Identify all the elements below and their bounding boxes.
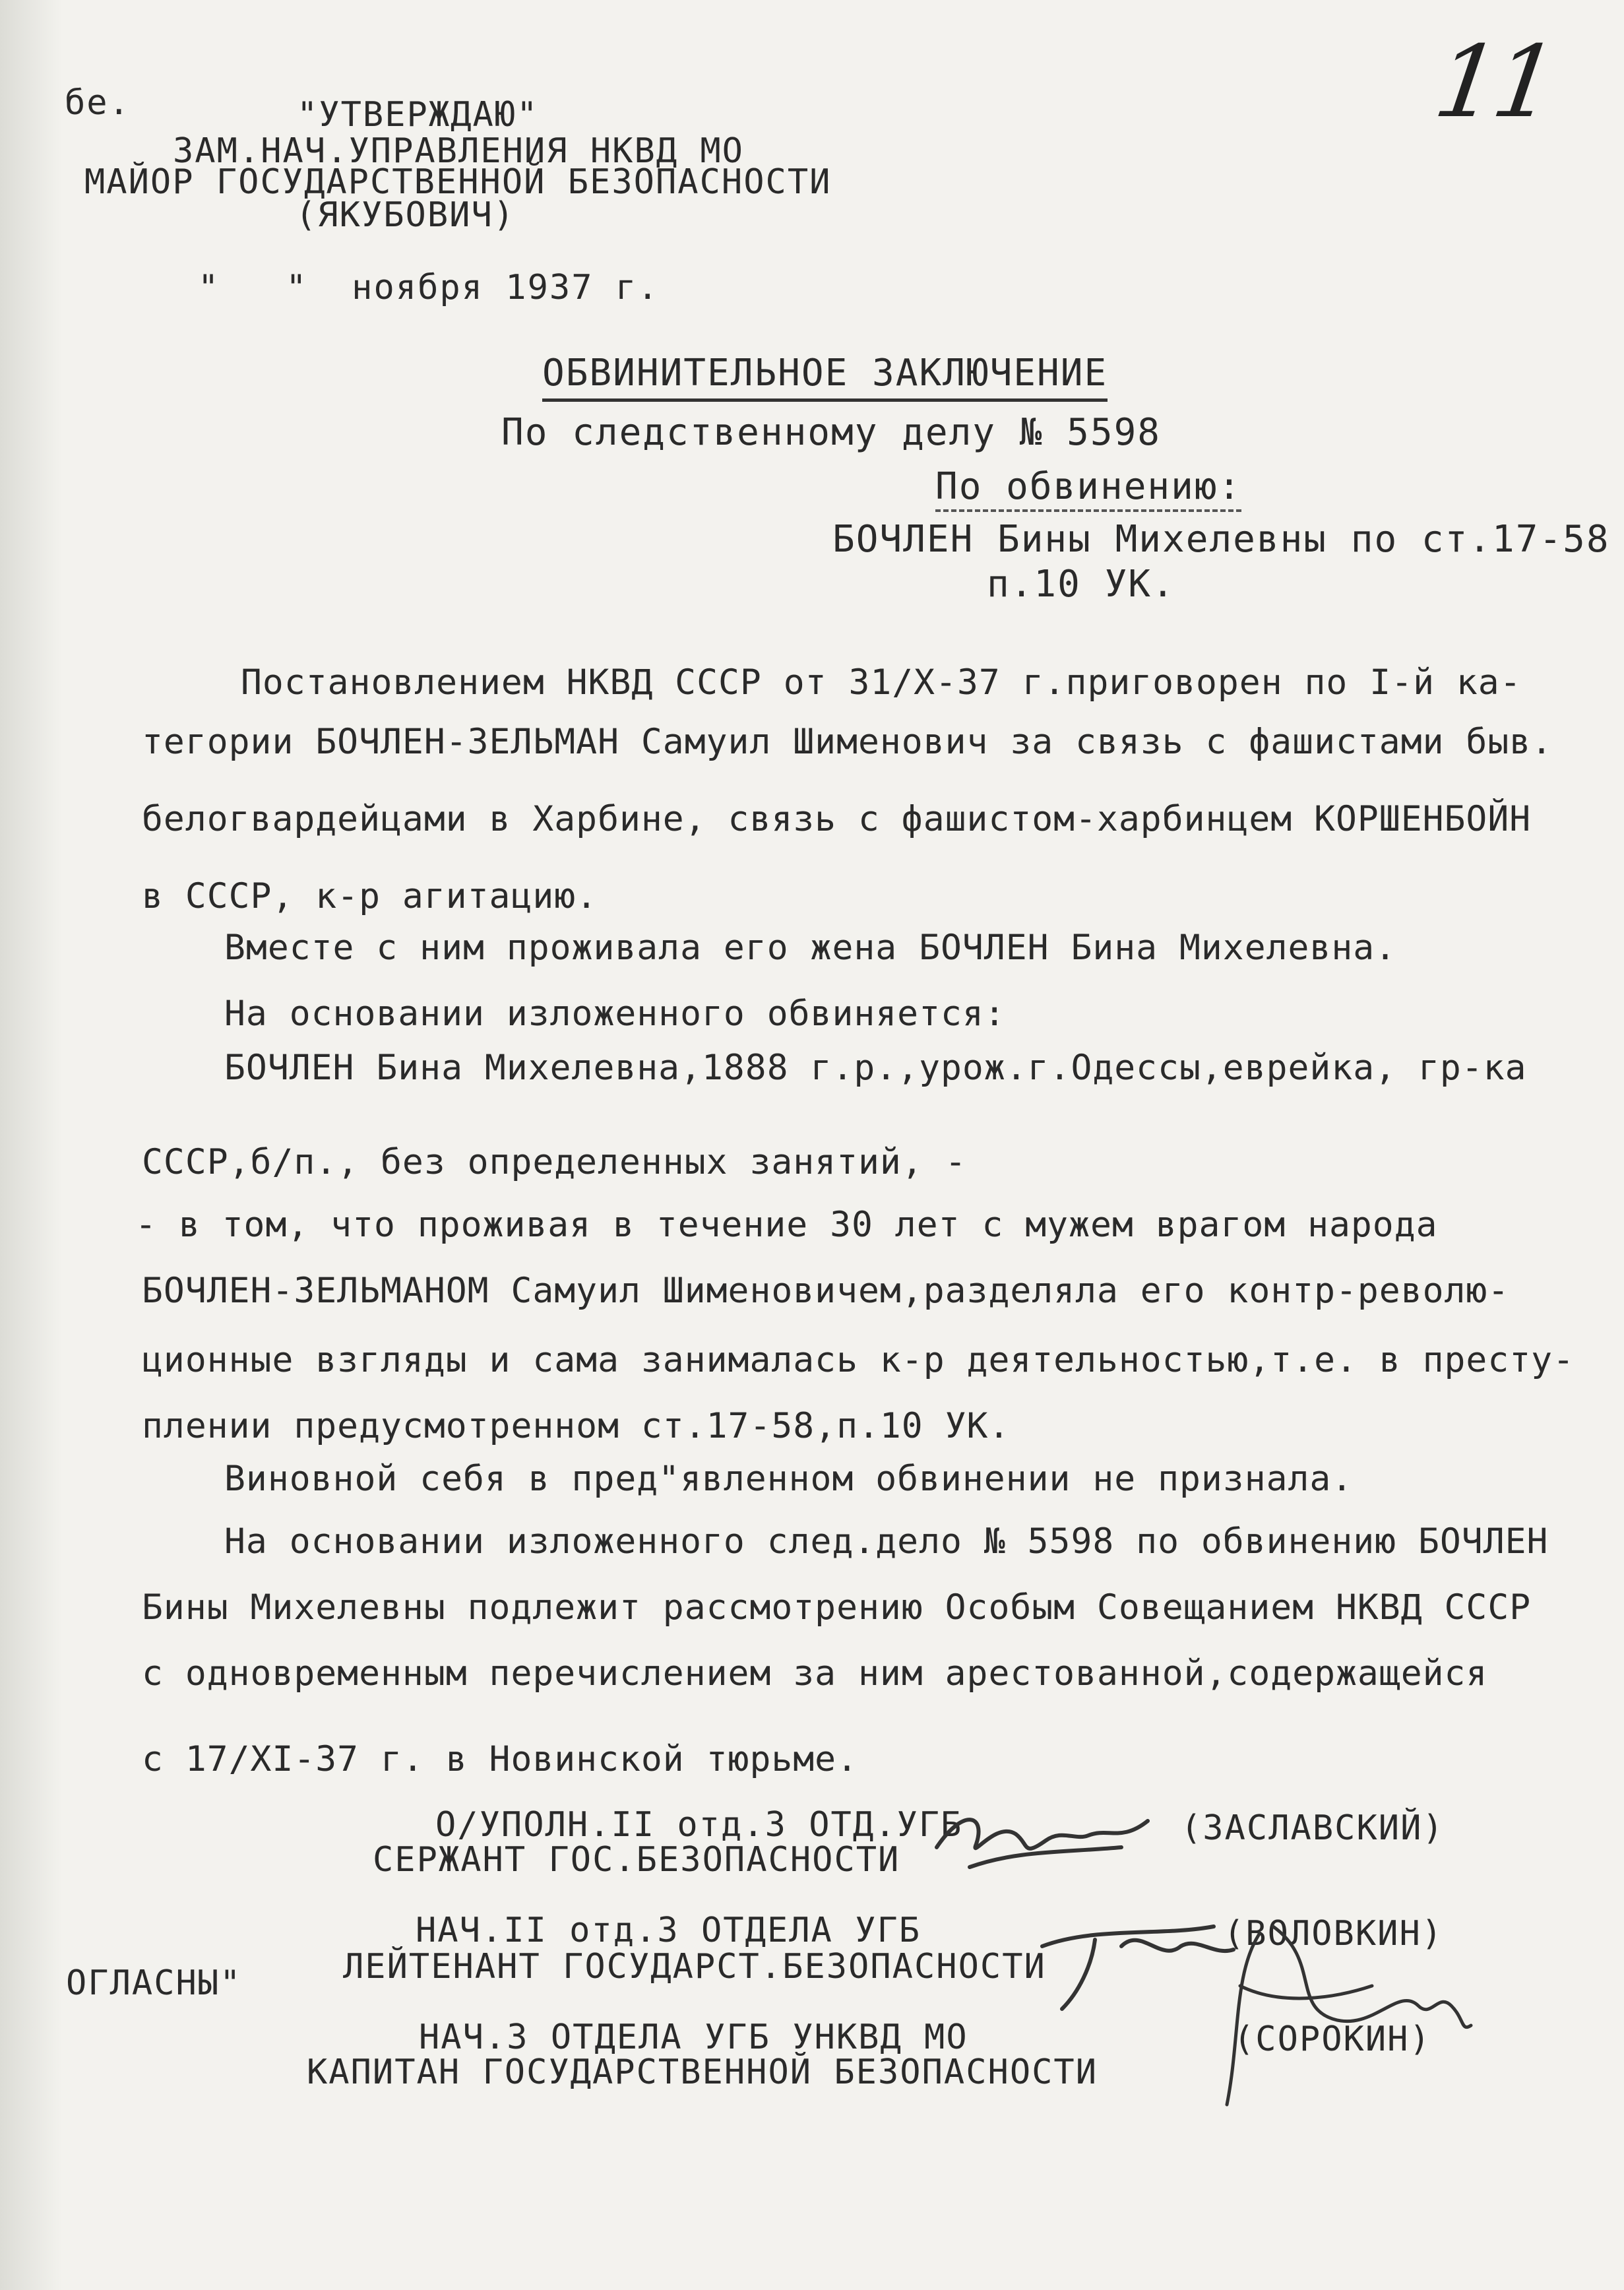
signature-3 <box>1201 1907 1478 2124</box>
body-line: белогвардейцами в Харбине, связь с фашистом-харбинцем КОРШЕНБОЙН <box>142 799 1532 839</box>
page-edge-shadow <box>0 0 63 2290</box>
signer-3-name: (СОРОКИН) <box>1234 2020 1431 2059</box>
signature-1 <box>923 1795 1174 1880</box>
body-line: - в том, что проживая в течение 30 лет с мужем врагом народа <box>135 1205 1438 1245</box>
accused-line-2: п.10 УК. <box>987 563 1175 606</box>
body-line: с 17/XI-37 г. в Новинской тюрьме. <box>142 1739 858 1779</box>
body-line: Виновной себя в пред"явленном обвинении не признала. <box>224 1459 1354 1499</box>
body-line: тегории БОЧЛЕН-ЗЕЛЬМАН Самуил Шименович за связь с фашистами быв. <box>142 722 1553 762</box>
body-line: СССР,б/п., без определенных занятий, - <box>142 1142 967 1182</box>
accusation-label <box>935 465 1242 508</box>
document-title-text: ОБВИНИТЕЛЬНОЕ ЗАКЛЮЧЕНИЕ <box>542 352 1108 402</box>
signer-1-rank: СЕРЖАНТ ГОС.БЕЗОПАСНОСТИ <box>373 1840 900 1880</box>
body-line: БОЧЛЕН Бина Михелевна,1888 г.р.,урож.г.Одессы,еврейка, гр-ка <box>224 1048 1527 1088</box>
approval-word: "УТВЕРЖДАЮ" <box>297 95 539 135</box>
body-line: Бины Михелевны подлежит рассмотрению Особым Совещанием НКВД СССР <box>142 1587 1532 1628</box>
accused-line-1: БОЧЛЕН Бины Михелевны по ст.17-58 <box>832 518 1610 561</box>
agree-note: ОГЛАСНЫ" <box>66 1963 242 2003</box>
body-line: с одновременным перечислением за ним арестованной,содержащейся <box>142 1653 1488 1694</box>
signer-2-name: (ВОЛОВКИН) <box>1224 1914 1444 1954</box>
accusation-label-text: По обвинению: <box>935 465 1241 512</box>
approval-line-2: МАЙОР ГОСУДАРСТВЕННОЙ БЕЗОПАСНОСТИ <box>84 162 832 202</box>
signer-3-rank: КАПИТАН ГОСУДАРСТВЕННОЙ БЕЗОПАСНОСТИ <box>307 2052 1098 2092</box>
body-line: На основании изложенного обвиняется: <box>224 994 1006 1034</box>
document-title <box>542 352 1108 395</box>
signer-3-post: НАЧ.3 ОТДЕЛА УГБ УНКВД МО <box>419 2018 968 2057</box>
signer-2-post: НАЧ.II отд.3 ОТДЕЛА УГБ <box>416 1911 921 1950</box>
body-line: Вместе с ним проживала его жена БОЧЛЕН Бина Михелевна. <box>224 928 1397 968</box>
body-line: плении предусмотренном ст.17-58,п.10 УК. <box>142 1406 1011 1446</box>
approval-line-1: ЗАМ.НАЧ.УПРАВЛЕНИЯ НКВД МО <box>173 131 744 171</box>
approval-name: (ЯКУБОВИЧ) <box>296 195 516 235</box>
body-line: ционные взгляды и сама занималась к-р деятельностью,т.е. в престу- <box>142 1340 1575 1380</box>
signer-1-name: (ЗАСЛАВСКИЙ) <box>1181 1808 1445 1848</box>
signer-2-rank: ЛЕЙТЕНАНТ ГОСУДАРСТ.БЕЗОПАСНОСТИ <box>343 1947 1046 1987</box>
body-line: Постановлением НКВД СССР от 31/X-37 г.приговорен по I-й ка- <box>241 662 1522 703</box>
body-line: На основании изложенного след.дело № 5598 по обвинению БОЧЛЕН <box>224 1521 1549 1562</box>
folio-number: 11 <box>1427 25 1560 140</box>
corner-fragment: бе. <box>65 83 131 123</box>
body-line: БОЧЛЕН-ЗЕЛЬМАНОМ Самуил Шименовичем,разделяла его контр-револю- <box>142 1271 1510 1311</box>
signer-1-post: О/УПОЛН.II отд.3 ОТД.УГБ <box>435 1805 963 1845</box>
approval-date: " " ноября 1937 г. <box>198 268 660 307</box>
body-line: в СССР, к-р агитацию. <box>142 876 598 916</box>
case-number: По следственному делу № 5598 <box>501 411 1162 454</box>
